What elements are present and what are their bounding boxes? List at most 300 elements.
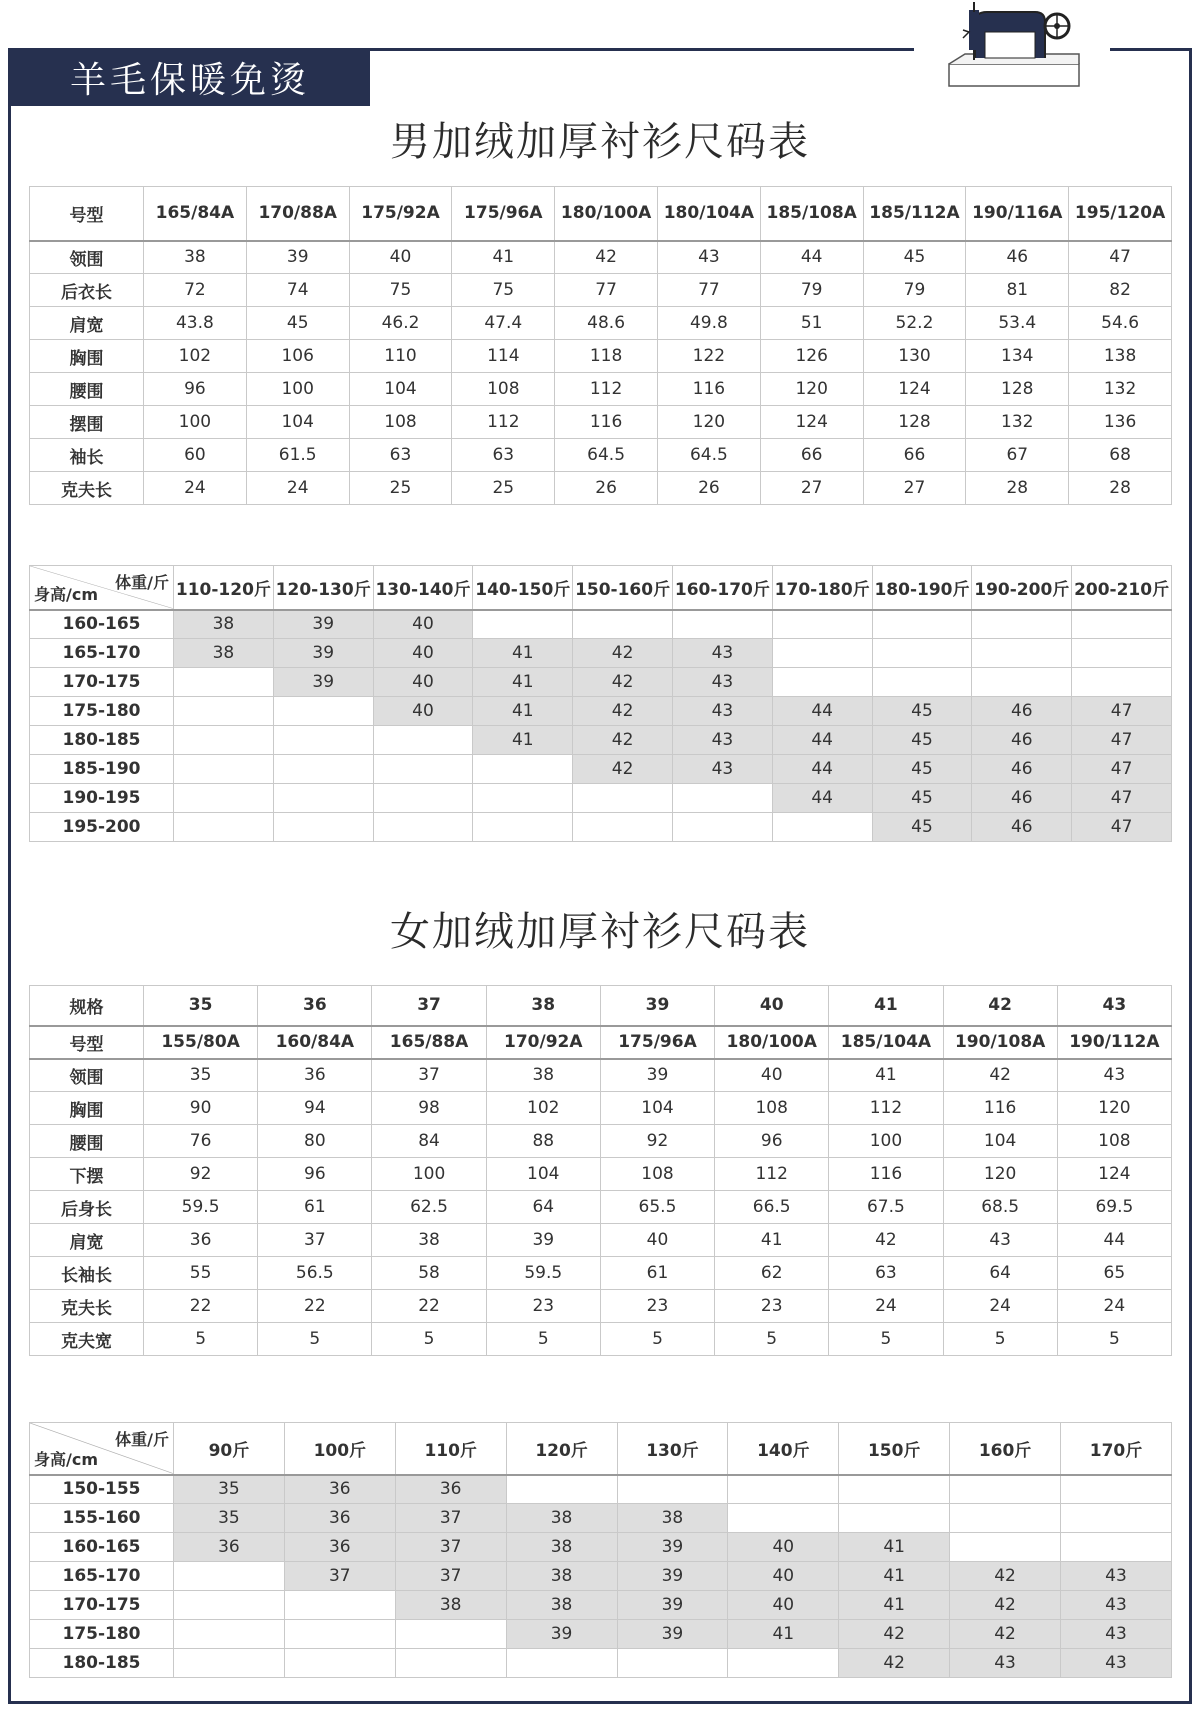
row-label: 胸围 (30, 1092, 144, 1125)
table-cell (972, 668, 1072, 697)
table-cell: 41 (829, 1059, 943, 1092)
table-row (30, 1620, 1172, 1649)
corner-bottom-label: 身高/cm (34, 584, 99, 604)
table-row (30, 1158, 1172, 1191)
row-label: 下摆 (30, 1158, 144, 1191)
table-cell (872, 668, 972, 697)
table-cell: 102 (144, 340, 247, 373)
row-label: 160-165 (30, 610, 174, 639)
table-cell: 42 (950, 1620, 1061, 1649)
table-cell: 41 (839, 1562, 950, 1591)
table-cell: 100 (372, 1158, 486, 1191)
table-cell (772, 639, 872, 668)
table-row (30, 668, 1172, 697)
table-cell: 165/88A (372, 1026, 486, 1059)
table-cell: 96 (715, 1125, 829, 1158)
table-cell (174, 1620, 285, 1649)
frame-bottom (8, 1701, 1192, 1704)
row-label: 180-185 (30, 726, 174, 755)
row-label: 155-160 (30, 1504, 174, 1533)
table-cell: 55 (144, 1257, 258, 1290)
table-cell: 130 (863, 340, 966, 373)
table-cell: 40 (728, 1562, 839, 1591)
header-cell: 185/112A (863, 187, 966, 241)
table-cell: 59.5 (144, 1191, 258, 1224)
table-cell (373, 726, 473, 755)
row-label: 袖长 (30, 439, 144, 472)
women-chart-title: 女加绒加厚衬衫尺码表 (390, 909, 810, 955)
table-row (30, 1591, 1172, 1620)
table-cell: 52.2 (863, 307, 966, 340)
table-cell: 40 (373, 610, 473, 639)
table-cell: 42 (573, 668, 673, 697)
table-cell: 132 (1069, 373, 1172, 406)
table-cell: 120 (1057, 1092, 1171, 1125)
table-cell (284, 1591, 395, 1620)
table-cell: 69.5 (1057, 1191, 1171, 1224)
table-cell: 37 (258, 1224, 372, 1257)
table-row (30, 439, 1172, 472)
table-cell: 190/112A (1057, 1026, 1171, 1059)
table-cell: 25 (349, 472, 452, 505)
table-cell: 44 (1057, 1224, 1171, 1257)
table-cell: 108 (600, 1158, 714, 1191)
row-label: 胸围 (30, 340, 144, 373)
table-cell (273, 697, 373, 726)
table-cell: 24 (829, 1290, 943, 1323)
table-cell: 26 (657, 472, 760, 505)
table-cell: 41 (715, 1224, 829, 1257)
table-cell: 59.5 (486, 1257, 600, 1290)
table-cell (174, 755, 274, 784)
table-cell (473, 813, 573, 842)
table-cell: 38 (617, 1504, 728, 1533)
table-cell: 42 (839, 1649, 950, 1678)
table-cell: 40 (715, 1059, 829, 1092)
table-cell: 180/100A (715, 1026, 829, 1059)
table-cell: 110 (349, 340, 452, 373)
table-row (30, 340, 1172, 373)
table-cell: 45 (872, 784, 972, 813)
table-cell: 82 (1069, 274, 1172, 307)
table-cell (1072, 639, 1172, 668)
header-cell: 39 (600, 986, 714, 1026)
table-cell: 98 (372, 1092, 486, 1125)
table-cell (373, 755, 473, 784)
row-label: 克夫宽 (30, 1323, 144, 1356)
header-cell: 43 (1057, 986, 1171, 1026)
row-label: 190-195 (30, 784, 174, 813)
table-cell: 38 (486, 1059, 600, 1092)
table-cell: 39 (617, 1533, 728, 1562)
header-cell: 35 (144, 986, 258, 1026)
table-cell: 42 (573, 755, 673, 784)
table-cell: 75 (349, 274, 452, 307)
table-cell: 43 (672, 639, 772, 668)
table-cell (273, 784, 373, 813)
table-cell: 112 (452, 406, 555, 439)
table-cell: 112 (555, 373, 658, 406)
table-cell (273, 813, 373, 842)
table-cell: 45 (863, 241, 966, 274)
table-cell (1061, 1533, 1172, 1562)
table-cell (672, 784, 772, 813)
table-cell: 134 (966, 340, 1069, 373)
table-cell: 63 (829, 1257, 943, 1290)
table-cell: 61.5 (246, 439, 349, 472)
table-cell: 66 (863, 439, 966, 472)
header-cell: 150-160斤 (573, 566, 673, 610)
table-cell: 62.5 (372, 1191, 486, 1224)
table-cell (1072, 668, 1172, 697)
table-cell: 46 (972, 784, 1072, 813)
table-cell (573, 610, 673, 639)
table-cell: 41 (473, 697, 573, 726)
header-cell: 180-190斤 (872, 566, 972, 610)
table-cell: 64.5 (657, 439, 760, 472)
table-cell: 39 (617, 1562, 728, 1591)
table-cell: 65.5 (600, 1191, 714, 1224)
row-label: 185-190 (30, 755, 174, 784)
table-cell: 96 (144, 373, 247, 406)
table-cell (728, 1649, 839, 1678)
table-cell (1061, 1504, 1172, 1533)
table-cell (174, 1562, 285, 1591)
header-cell: 180/100A (555, 187, 658, 241)
table-cell (772, 668, 872, 697)
table-cell: 94 (258, 1092, 372, 1125)
table-cell: 39 (273, 610, 373, 639)
table-cell: 104 (600, 1092, 714, 1125)
table-cell: 47 (1072, 755, 1172, 784)
row-label: 腰围 (30, 373, 144, 406)
table-cell (950, 1533, 1061, 1562)
table-cell: 90 (144, 1092, 258, 1125)
table-cell: 45 (872, 755, 972, 784)
table-cell: 104 (349, 373, 452, 406)
table-cell: 43 (943, 1224, 1057, 1257)
table-cell: 43 (1057, 1059, 1171, 1092)
row-label: 165-170 (30, 1562, 174, 1591)
table-cell: 39 (486, 1224, 600, 1257)
header-cell: 190/116A (966, 187, 1069, 241)
table-cell (373, 784, 473, 813)
row-label: 175-180 (30, 697, 174, 726)
table-cell: 41 (728, 1620, 839, 1649)
table-row (30, 1026, 1172, 1059)
table-row (30, 813, 1172, 842)
table-cell: 38 (506, 1533, 617, 1562)
table-row (30, 373, 1172, 406)
table-cell: 41 (452, 241, 555, 274)
header-cell: 170斤 (1061, 1423, 1172, 1475)
table-cell: 39 (246, 241, 349, 274)
table-cell: 155/80A (144, 1026, 258, 1059)
table-cell: 46.2 (349, 307, 452, 340)
table-cell: 118 (555, 340, 658, 373)
table-cell: 47.4 (452, 307, 555, 340)
table-cell: 45 (246, 307, 349, 340)
header-cell: 110-120斤 (174, 566, 274, 610)
table-cell: 92 (144, 1158, 258, 1191)
table-cell: 185/104A (829, 1026, 943, 1059)
table-cell: 26 (555, 472, 658, 505)
table-cell: 80 (258, 1125, 372, 1158)
corner-top-label: 体重/斤 (115, 573, 169, 592)
header-cell: 41 (829, 986, 943, 1026)
table-cell: 45 (872, 813, 972, 842)
table-cell (174, 697, 274, 726)
table-cell (950, 1504, 1061, 1533)
table-cell: 116 (657, 373, 760, 406)
table-cell: 68 (1069, 439, 1172, 472)
table-cell: 47 (1072, 697, 1172, 726)
table-cell: 39 (617, 1591, 728, 1620)
table-cell: 112 (715, 1158, 829, 1191)
table-cell: 53.4 (966, 307, 1069, 340)
table-row (30, 241, 1172, 274)
table-cell: 42 (839, 1620, 950, 1649)
table-row (30, 1649, 1172, 1678)
table-cell: 5 (144, 1323, 258, 1356)
table-cell: 63 (349, 439, 452, 472)
table-cell: 22 (372, 1290, 486, 1323)
table-cell: 84 (372, 1125, 486, 1158)
table-cell: 77 (555, 274, 658, 307)
table-cell: 5 (486, 1323, 600, 1356)
header-cell: 180/104A (657, 187, 760, 241)
table-cell: 47 (1072, 726, 1172, 755)
table-cell: 36 (284, 1504, 395, 1533)
header-cell: 175/96A (452, 187, 555, 241)
header-cell: 160斤 (950, 1423, 1061, 1475)
table-cell: 44 (772, 726, 872, 755)
table-cell: 102 (486, 1092, 600, 1125)
table-cell (728, 1475, 839, 1504)
table-cell: 37 (395, 1504, 506, 1533)
table-cell: 46 (966, 241, 1069, 274)
table-row (30, 1475, 1172, 1504)
table-cell (839, 1475, 950, 1504)
table-cell: 23 (486, 1290, 600, 1323)
diagonal-corner-cell (30, 1423, 174, 1475)
table-cell: 79 (863, 274, 966, 307)
table-cell: 108 (715, 1092, 829, 1125)
table-cell: 76 (144, 1125, 258, 1158)
row-label: 170-175 (30, 1591, 174, 1620)
table-cell: 37 (395, 1533, 506, 1562)
table-cell: 37 (395, 1562, 506, 1591)
table-cell: 81 (966, 274, 1069, 307)
header-cell: 130-140斤 (373, 566, 473, 610)
row-label: 180-185 (30, 1649, 174, 1678)
corner-top-label: 体重/斤 (115, 1430, 169, 1449)
men-chart-title: 男加绒加厚衬衫尺码表 (390, 119, 810, 165)
diagonal-corner-cell (30, 566, 174, 610)
table-row (30, 1059, 1172, 1092)
table-cell: 5 (943, 1323, 1057, 1356)
table-row (30, 472, 1172, 505)
table-cell (672, 813, 772, 842)
table-cell: 35 (144, 1059, 258, 1092)
table-cell: 42 (555, 241, 658, 274)
table-cell: 46 (972, 813, 1072, 842)
table-cell: 116 (943, 1092, 1057, 1125)
table-cell: 24 (144, 472, 247, 505)
table-cell: 112 (829, 1092, 943, 1125)
table-header-row (30, 986, 1172, 1026)
table-row (30, 1191, 1172, 1224)
table-cell: 64.5 (555, 439, 658, 472)
table-cell: 38 (174, 639, 274, 668)
table-cell: 88 (486, 1125, 600, 1158)
table-cell: 5 (258, 1323, 372, 1356)
table-cell: 108 (452, 373, 555, 406)
table-cell: 92 (600, 1125, 714, 1158)
header-cell: 175/92A (349, 187, 452, 241)
row-label: 后身长 (30, 1191, 144, 1224)
table-cell: 45 (872, 697, 972, 726)
table-cell: 60 (144, 439, 247, 472)
sewing-machine-icon (945, 2, 1085, 92)
table-cell: 72 (144, 274, 247, 307)
table-cell: 43 (950, 1649, 1061, 1678)
row-label: 150-155 (30, 1475, 174, 1504)
table-cell: 114 (452, 340, 555, 373)
table-cell: 37 (284, 1562, 395, 1591)
table-cell (273, 726, 373, 755)
table-cell (174, 813, 274, 842)
row-label: 长袖长 (30, 1257, 144, 1290)
table-cell (395, 1620, 506, 1649)
table-cell (872, 639, 972, 668)
table-cell (972, 610, 1072, 639)
table-cell: 49.8 (657, 307, 760, 340)
table-cell: 5 (372, 1323, 486, 1356)
table-cell: 36 (258, 1059, 372, 1092)
table-header-row (30, 187, 1172, 241)
table-cell: 45 (872, 726, 972, 755)
row-label: 号型 (30, 1026, 144, 1059)
header-cell: 110斤 (395, 1423, 506, 1475)
table-cell (573, 813, 673, 842)
table-cell (395, 1649, 506, 1678)
header-cell: 100斤 (284, 1423, 395, 1475)
table-cell: 36 (395, 1475, 506, 1504)
table-cell (872, 610, 972, 639)
table-cell: 51 (760, 307, 863, 340)
table-cell (839, 1504, 950, 1533)
table-cell (284, 1649, 395, 1678)
header-cell: 170/88A (246, 187, 349, 241)
table-cell: 65 (1057, 1257, 1171, 1290)
frame-left (8, 48, 11, 1704)
table-cell: 66 (760, 439, 863, 472)
table-cell: 24 (943, 1290, 1057, 1323)
table-cell: 5 (600, 1323, 714, 1356)
table-row (30, 274, 1172, 307)
table-cell: 124 (1057, 1158, 1171, 1191)
women-fit-table (29, 1422, 1172, 1678)
table-cell: 38 (174, 610, 274, 639)
table-row (30, 726, 1172, 755)
row-label: 165-170 (30, 639, 174, 668)
table-cell: 100 (829, 1125, 943, 1158)
table-cell: 42 (950, 1562, 1061, 1591)
table-cell: 41 (839, 1533, 950, 1562)
table-cell: 23 (715, 1290, 829, 1323)
table-cell: 104 (246, 406, 349, 439)
table-row (30, 610, 1172, 639)
header-cell: 号型 (30, 187, 144, 241)
table-row (30, 1290, 1172, 1323)
table-cell: 47 (1069, 241, 1172, 274)
table-cell (174, 668, 274, 697)
table-cell: 122 (657, 340, 760, 373)
header-cell: 200-210斤 (1072, 566, 1172, 610)
table-cell (1072, 610, 1172, 639)
table-cell: 116 (555, 406, 658, 439)
table-cell: 43 (657, 241, 760, 274)
table-cell: 38 (144, 241, 247, 274)
header-cell: 38 (486, 986, 600, 1026)
header-cell: 190-200斤 (972, 566, 1072, 610)
banner: 羊毛保暖免烫 (8, 48, 370, 106)
table-cell: 38 (506, 1562, 617, 1591)
table-cell (174, 726, 274, 755)
table-cell: 43 (1061, 1562, 1172, 1591)
header-cell: 195/120A (1069, 187, 1172, 241)
table-cell: 40 (728, 1533, 839, 1562)
table-cell: 40 (349, 241, 452, 274)
table-cell: 40 (373, 697, 473, 726)
table-cell: 27 (760, 472, 863, 505)
table-cell: 120 (760, 373, 863, 406)
table-cell: 22 (258, 1290, 372, 1323)
table-cell: 43 (1061, 1591, 1172, 1620)
row-label: 肩宽 (30, 1224, 144, 1257)
table-cell: 41 (473, 639, 573, 668)
table-cell: 38 (506, 1591, 617, 1620)
row-label: 后衣长 (30, 274, 144, 307)
table-cell (728, 1504, 839, 1533)
table-cell (1061, 1475, 1172, 1504)
table-cell (174, 1591, 285, 1620)
header-cell: 42 (943, 986, 1057, 1026)
table-cell: 43 (1061, 1649, 1172, 1678)
table-cell: 74 (246, 274, 349, 307)
table-cell (373, 813, 473, 842)
table-cell: 61 (600, 1257, 714, 1290)
row-label: 160-165 (30, 1533, 174, 1562)
table-cell: 41 (473, 726, 573, 755)
table-cell: 28 (966, 472, 1069, 505)
table-cell: 36 (144, 1224, 258, 1257)
table-row (30, 307, 1172, 340)
table-cell: 40 (373, 668, 473, 697)
table-row (30, 784, 1172, 813)
row-label: 摆围 (30, 406, 144, 439)
table-row (30, 1224, 1172, 1257)
table-cell: 39 (273, 668, 373, 697)
header-cell: 36 (258, 986, 372, 1026)
table-cell: 23 (600, 1290, 714, 1323)
table-cell: 120 (657, 406, 760, 439)
table-row (30, 1257, 1172, 1290)
table-cell (473, 610, 573, 639)
table-cell: 43.8 (144, 307, 247, 340)
men-size-table (29, 186, 1172, 505)
